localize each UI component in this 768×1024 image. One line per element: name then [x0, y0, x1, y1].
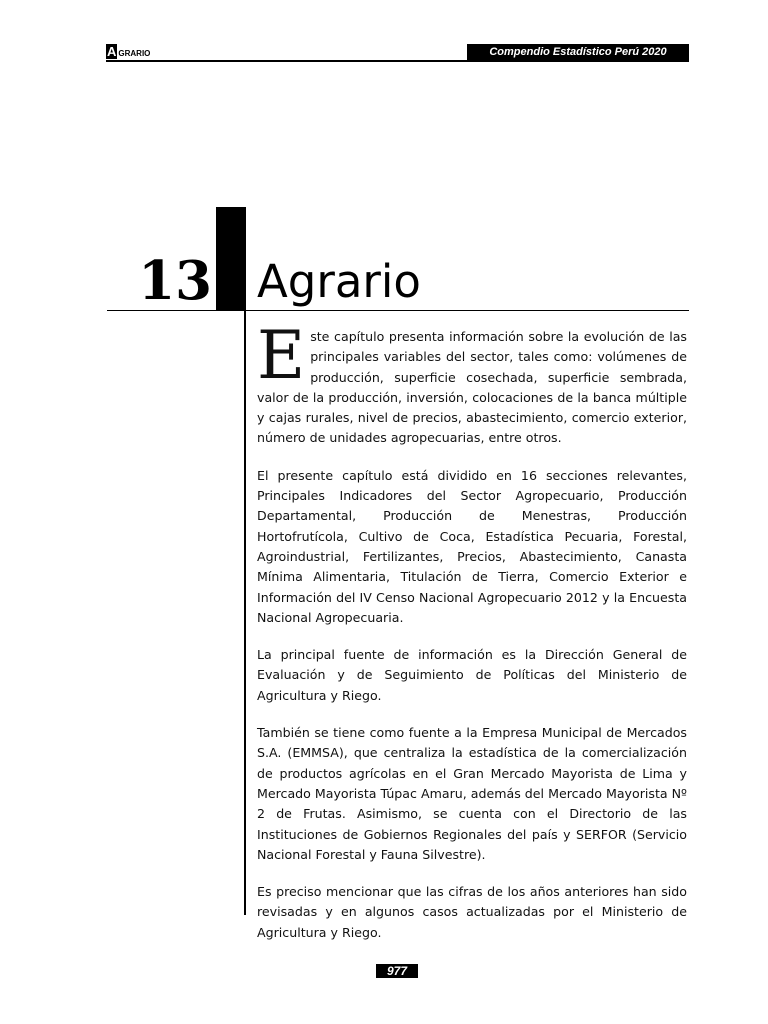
intro-text: ste capítulo presenta información sobre la evolución de las principales variables del sector, tales como: volúmenes de producción, superficie cosechada, superficie sembrada, valor de la producción, inversión, colocaciones de la banca múltiple y cajas rurales, nivel de precios, abastecimiento, comercio exterior, número de unidades agropecuarias, entre otros. — [257, 329, 687, 446]
drop-cap: E — [257, 317, 306, 394]
source-paragraph: La principal fuente de información es la Dirección General de Evaluación y de Seguimiento de Políticas del Ministerio de Agricultura y Riego. — [257, 647, 687, 703]
page-number: 977 — [376, 964, 418, 978]
margin-rule — [244, 310, 246, 915]
page-header — [106, 44, 689, 62]
section-label — [106, 45, 150, 59]
section-name: GRARIO — [118, 49, 151, 58]
section-initial: A — [107, 44, 117, 59]
sections-paragraph: El presente capítulo está dividido en 16 secciones relevantes, Principales Indicadores del Sector Agropecuario, Producción Departamental, Producción de Menestras, Producción Hortofrutícola, Cultivo de Coca, Estadística Pecuaria, Forestal, Agroindustrial, Fertilizantes, Precios, Abastecimiento, Canasta Mínima Alimentaria, Titulación de Tierra, Comercio Exterior e Información del IV Censo Nacional Agropecuario 2012 y la Encuesta Nacional Agropecuaria. — [257, 467, 687, 625]
emmsa-paragraph: También se tiene como fuente a la Empresa Municipal de Mercados S.A. (EMMSA), que centraliza la estadística de la comercialización de productos agrícolas en el Gran Mercado Mayorista de Lima y Mercado Mayorista Túpac Amaru, además del Mercado Mayorista Nº 2 de Frutas. Asimismo, se cuenta con el Directorio de las Instituciones de Gobiernos Regionales del país y SERFOR (Servicio Nacional Forestal y Fauna Silvestre). — [257, 725, 687, 862]
chapter-title: Agrario — [257, 255, 421, 308]
revision-paragraph: Es preciso mencionar que las cifras de los años anteriores han sido revisadas y en algunos casos actualizadas por el Ministerio de Agricultura y Riego. — [257, 884, 687, 940]
intro-paragraph — [257, 317, 687, 449]
chapter-bar — [216, 207, 246, 311]
chapter-number: 13 — [138, 250, 212, 312]
chapter-body — [257, 317, 687, 960]
publication-title: Compendio Estadístico Perú 2020 — [467, 44, 689, 61]
header-rule — [106, 60, 689, 62]
